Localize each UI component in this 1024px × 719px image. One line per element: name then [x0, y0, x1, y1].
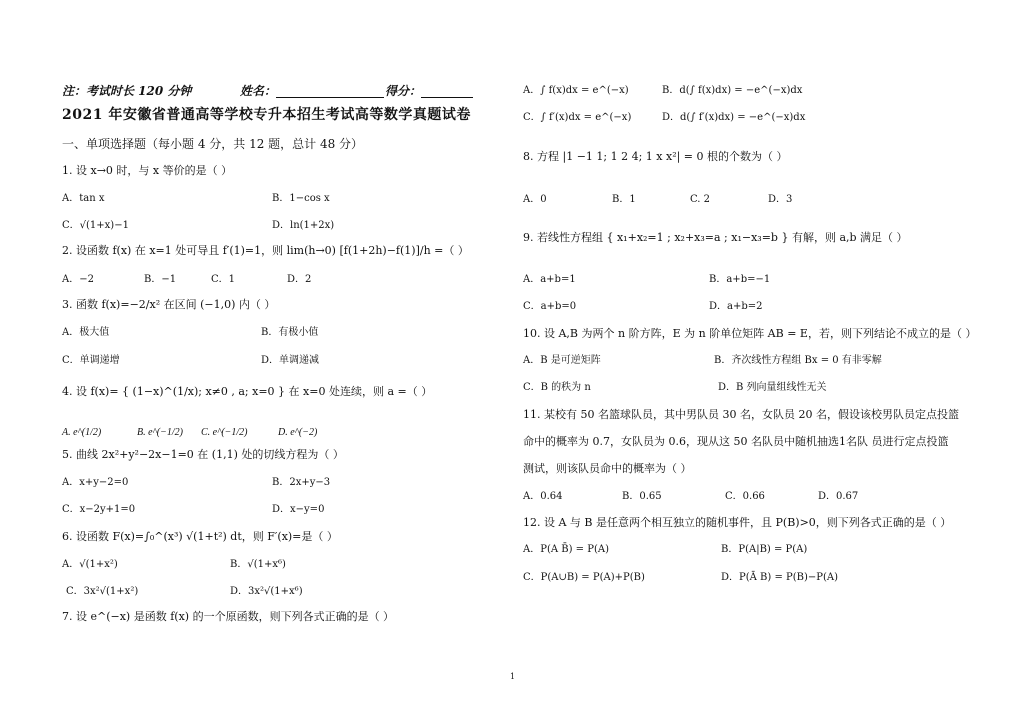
q12-option-a: A．P(A B̄) = P(A)	[523, 544, 609, 555]
score-blank[interactable]	[421, 87, 473, 98]
q2-option-a: A．−2	[62, 274, 94, 285]
q8-option-c: C. 2	[690, 194, 711, 205]
question-1: 1. 设 x→0 时，与 x 等价的是（ ）	[62, 164, 233, 177]
exam-note: 注：考试时长 120 分钟	[62, 84, 192, 98]
q4-option-a: A. e^(1/2)	[62, 427, 102, 438]
q7-option-a: A．∫ f(x)dx = e^(−x)	[523, 85, 629, 96]
q9-option-b: B．a+b=−1	[709, 274, 771, 285]
page-number: 1	[510, 672, 516, 681]
q10-option-a: A．B 是可逆矩阵	[523, 355, 601, 366]
q10-option-c: C．B 的秩为 n	[523, 382, 591, 393]
q1-option-b: B．1−cos x	[272, 193, 330, 204]
q11-option-b: B．0.65	[622, 491, 662, 502]
q2-option-b: B．−1	[144, 274, 177, 285]
q6-option-a: A．√(1+x²)	[62, 559, 118, 570]
q8-option-b: B．1	[612, 194, 636, 205]
question-4: 4. 设 f(x)= { (1−x)^(1/x); x≠0 , a; x=0 } 在 x=0 处连续，则 a =（ ）	[62, 385, 433, 398]
q12-option-b: B．P(A|B) = P(A)	[721, 544, 808, 555]
q9-option-d: D．a+b=2	[709, 301, 763, 312]
question-12: 12. 设 A 与 B 是任意两个相互独立的随机事件，且 P(B)>0，则下列各式正确的是（ ）	[523, 516, 952, 529]
question-8: 8. 方程 |1 −1 1; 1 2 4; 1 x x²| = 0 根的个数为（ ）	[523, 150, 788, 163]
q5-option-b: B．2x+y−3	[272, 477, 331, 488]
q7-option-c: C．∫ f′(x)dx = e^(−x)	[523, 112, 632, 123]
question-10: 10. 设 A,B 为两个 n 阶方阵，E 为 n 阶单位矩阵 AB = E，若，则下列结论不成立的是（ ）	[523, 327, 977, 340]
name-blank[interactable]	[276, 87, 384, 98]
q9-option-c: C．a+b=0	[523, 301, 577, 312]
q11-option-c: C．0.66	[725, 491, 765, 502]
q8-option-a: A．0	[523, 194, 547, 205]
q1-option-d: D．ln(1+2x)	[272, 220, 335, 231]
q7-option-d: D．d(∫ f′(x)dx) = −e^(−x)dx	[662, 112, 806, 123]
q10-option-b: B．齐次线性方程组 Bx = 0 有非零解	[714, 355, 882, 366]
q3-option-b: B．有极小值	[261, 327, 319, 338]
question-7: 7. 设 e^(−x) 是函数 f(x) 的一个原函数，则下列各式正确的是（ ）	[62, 610, 395, 623]
name-label	[240, 84, 384, 98]
score-label-text: 得分：	[385, 84, 422, 98]
question-9: 9. 若线性方程组 { x₁+x₂=1 ; x₂+x₃=a ; x₁−x₃=b } 有解，则 a,b 满足（ ）	[523, 231, 908, 244]
q4-option-d: D. e^(−2)	[278, 427, 318, 438]
question-2: 2. 设函数 f(x) 在 x=1 处可导且 f′(1)=1，则 lim(h→0) [f(1+2h)−f(1)]/h =（ ）	[62, 244, 469, 257]
q4-option-b: B. e^(−1/2)	[137, 427, 183, 438]
q9-option-a: A．a+b=1	[523, 274, 576, 285]
q6-option-d: D．3x²√(1+x⁶)	[230, 586, 303, 597]
q12-option-c: C．P(A∪B) = P(A)+P(B)	[523, 572, 645, 583]
question-6: 6. 设函数 F(x)=∫₀^(x³) √(1+t²) dt，则 F′(x)=是（ ）	[62, 530, 338, 543]
question-3: 3. 函数 f(x)=−2/x² 在区间 (−1,0) 内（ ）	[62, 298, 276, 311]
q1-option-a: A．tan x	[62, 193, 105, 204]
q7-option-b: B．d(∫ f(x)dx) = −e^(−x)dx	[662, 85, 803, 96]
q11-option-d: D．0.67	[818, 491, 859, 502]
q3-option-a: A．极大值	[62, 327, 110, 338]
q4-option-c: C. e^(−1/2)	[201, 427, 248, 438]
q10-option-d: D．B 列向量组线性无关	[718, 382, 827, 393]
name-label-text: 姓名：	[240, 84, 277, 98]
q11-option-a: A．0.64	[523, 491, 563, 502]
q2-option-c: C．1	[211, 274, 236, 285]
score-label	[385, 84, 473, 98]
section-heading: 一、单项选择题（每小题 4 分，共 12 题，总计 48 分）	[62, 137, 364, 151]
q5-option-c: C．x−2y+1=0	[62, 504, 136, 515]
question-11-line2: 命中的概率为 0.7，女队员为 0.6，现从这 50 名队员中随机抽选1名队 员进行定点投篮	[523, 435, 949, 448]
q1-option-c: C．√(1+x)−1	[62, 220, 129, 231]
q3-option-c: C．单调递增	[62, 355, 120, 366]
question-11-line3: 测试，则该队员命中的概率为（ ）	[523, 462, 692, 475]
q6-option-b: B．√(1+x⁶)	[230, 559, 286, 570]
q5-option-a: A．x+y−2=0	[62, 477, 129, 488]
q5-option-d: D．x−y=0	[272, 504, 325, 515]
exam-title: 2021 年安徽省普通高等学校专升本招生考试高等数学真题试卷	[62, 107, 471, 123]
q2-option-d: D．2	[287, 274, 312, 285]
q6-option-c: C．3x²√(1+x²)	[66, 586, 139, 597]
question-5: 5. 曲线 2x²+y²−2x−1=0 在 (1,1) 处的切线方程为（ ）	[62, 448, 344, 461]
q12-option-d: D．P(Ā B) = P(B)−P(A)	[721, 572, 839, 583]
q8-option-d: D．3	[768, 194, 793, 205]
question-11-line1: 11. 某校有 50 名篮球队员，其中男队员 30 名，女队员 20 名，假设该校男队员定点投篮	[523, 408, 959, 421]
q3-option-d: D．单调递减	[261, 355, 320, 366]
